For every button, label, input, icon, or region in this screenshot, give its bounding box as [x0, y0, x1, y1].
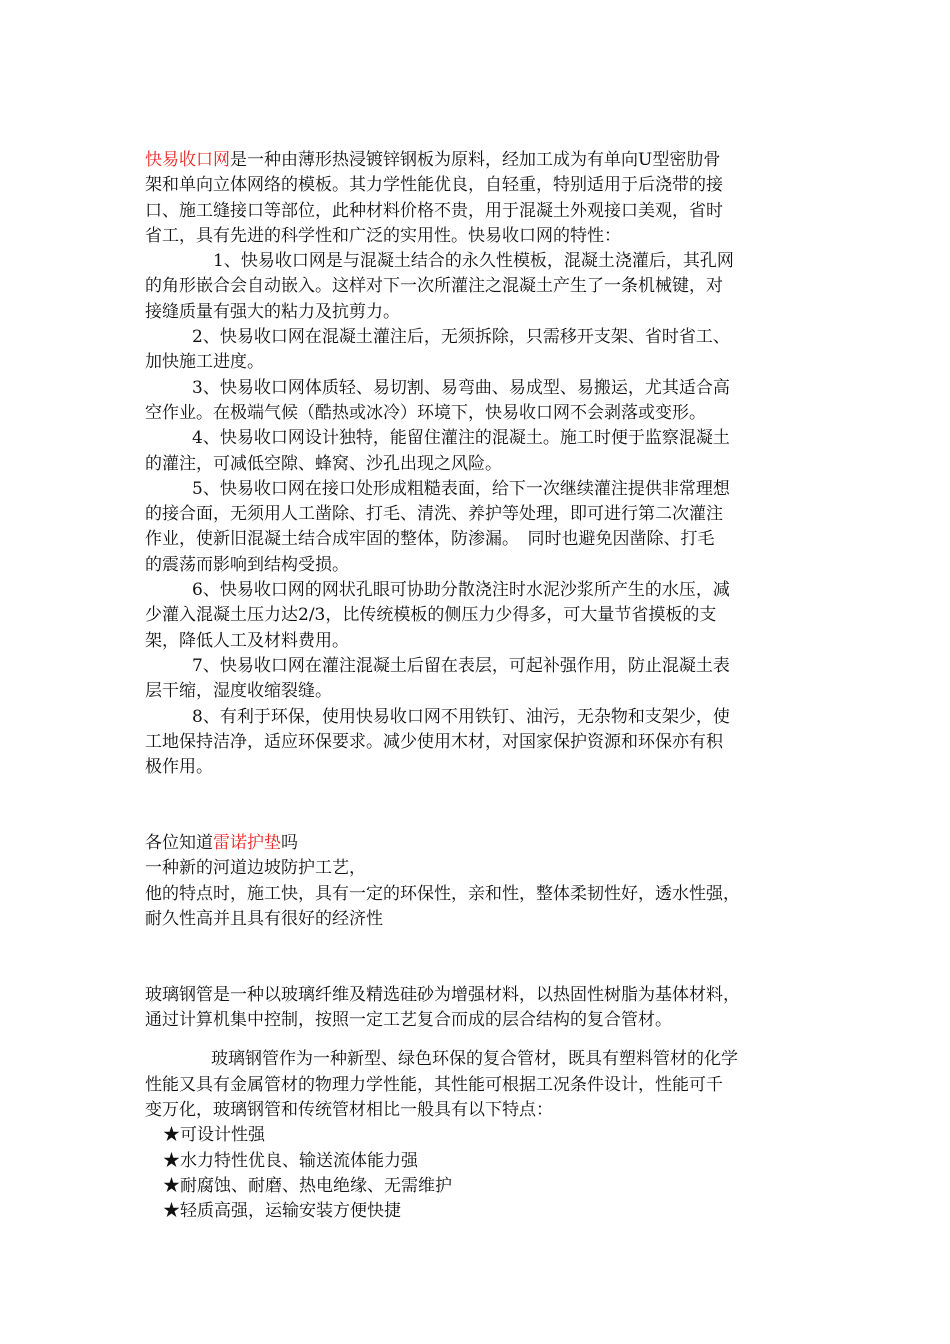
paragraph-line: 口、施工缝接口等部位，此种材料价格不贵，用于混凝土外观接口美观，省时: [145, 200, 723, 221]
paragraph-line: 7、快易收口网在灌注混凝土后留在表层，可起补强作用，防止混凝土表: [192, 655, 730, 676]
paragraph-line: 2、快易收口网在混凝土灌注后，无须拆除，只需移开支架、省时省工、: [192, 327, 730, 348]
paragraph-line: 4、快易收口网设计独特，能留住灌注的混凝土。施工时便于监察混凝土: [192, 428, 730, 449]
paragraph-line: 接缝质量有强大的粘力及抗剪力。: [145, 301, 400, 322]
spacer: [145, 780, 810, 831]
paragraph-line: 的接合面，无须用人工凿除、打毛、清洗、养护等处理，即可进行第二次灌注: [145, 504, 723, 525]
paragraph-line: 的角形嵌合会自动嵌入。这样对下一次所灌注之混凝土产生了一条机械键，对: [145, 276, 723, 297]
paragraph-line: 架和单向立体网络的模板。其力学性能优良，自轻重，特别适用于后浇带的接: [145, 175, 723, 196]
paragraph-line: 6、快易收口网的网状孔眼可协助分散浇注时水泥沙浆所产生的水压，减: [192, 580, 730, 601]
highlight-term: 快易收口网: [145, 150, 230, 170]
document-body: [145, 148, 810, 1224]
paragraph-line: 少灌入混凝土压力达2/3，比传统模板的侧压力少得多，可大量节省摸板的支: [145, 605, 717, 626]
spacer: [145, 932, 810, 983]
paragraph-line: 的灌注，可减低空隙、蜂窝、沙孔出现之风险。: [145, 453, 502, 474]
paragraph-line: 各位知道雷诺护垫吗: [145, 833, 298, 854]
list-item: ★耐腐蚀、耐磨、热电绝缘、无需维护: [163, 1175, 452, 1196]
paragraph-line: 变万化，玻璃钢管和传统管材相比一般具有以下特点：: [145, 1099, 553, 1120]
paragraph-line: 8、有利于环保，使用快易收口网不用铁钉、油污，无杂物和支架少，使: [192, 706, 730, 727]
section-reno-mattress: [145, 831, 810, 932]
list-item: ★可设计性强: [163, 1125, 265, 1146]
spacer: [145, 1033, 810, 1047]
paragraph-line: 一种新的河道边坡防护工艺，: [145, 858, 366, 879]
list-item: ★水力特性优良、输送流体能力强: [163, 1150, 418, 1171]
section-frp-pipe-features: [145, 1047, 810, 1224]
paragraph-line: 1、快易收口网是与混凝土结合的永久性模板，混凝土浇灌后，其孔网: [213, 251, 734, 272]
section-kuaiyi-mesh: [145, 148, 810, 780]
paragraph-line: 的震荡而影响到结构受损。: [145, 554, 349, 575]
paragraph-line: 作业，使新旧混凝土结合成牢固的整体，防渗漏。 同时也避免因凿除、打毛: [145, 529, 715, 550]
list-item: ★轻质高强，运输安装方便快捷: [163, 1201, 401, 1222]
paragraph-line: 快易收口网是一种由薄形热浸镀锌钢板为原料，经加工成为有单向U型密肋骨: [145, 150, 721, 170]
paragraph-line: 他的特点时，施工快，具有一定的环保性，亲和性，整体柔韧性好，透水性强，: [145, 883, 740, 904]
paragraph-line: 耐久性高并且具有很好的经济性: [145, 908, 383, 929]
paragraph-line: 玻璃钢管是一种以玻璃纤维及精选硅砂为增强材料，以热固性树脂为基体材料，: [145, 984, 740, 1005]
section-frp-pipe-intro: [145, 983, 810, 1034]
paragraph-line: 极作用。: [145, 757, 213, 778]
paragraph-line: 省工，具有先进的科学性和广泛的实用性。快易收口网的特性：: [145, 225, 621, 246]
paragraph-line: 3、快易收口网体质轻、易切割、易弯曲、易成型、易搬运，尤其适合高: [192, 377, 730, 398]
paragraph-line: 通过计算机集中控制，按照一定工艺复合而成的层合结构的复合管材。: [145, 1010, 672, 1031]
paragraph-line: 层干缩，湿度收缩裂缝。: [145, 681, 332, 702]
paragraph-line: 5、快易收口网在接口处形成粗糙表面，给下一次继续灌注提供非常理想: [192, 478, 730, 499]
paragraph-line: 玻璃钢管作为一种新型、绿色环保的复合管材，既具有塑料管材的化学: [211, 1049, 738, 1070]
paragraph-line: 性能又具有金属管材的物理力学性能，其性能可根据工况条件设计，性能可千: [145, 1074, 723, 1095]
highlight-term: 雷诺护垫: [213, 833, 281, 854]
paragraph-line: 加快施工进度。: [145, 352, 264, 373]
paragraph-line: 空作业。在极端气候（酷热或冰冷）环境下，快易收口网不会剥落或变形。: [145, 402, 706, 423]
paragraph-line: 工地保持洁净，适应环保要求。减少使用木材，对国家保护资源和环保亦有积: [145, 731, 723, 752]
paragraph-line: 架，降低人工及材料费用。: [145, 630, 349, 651]
